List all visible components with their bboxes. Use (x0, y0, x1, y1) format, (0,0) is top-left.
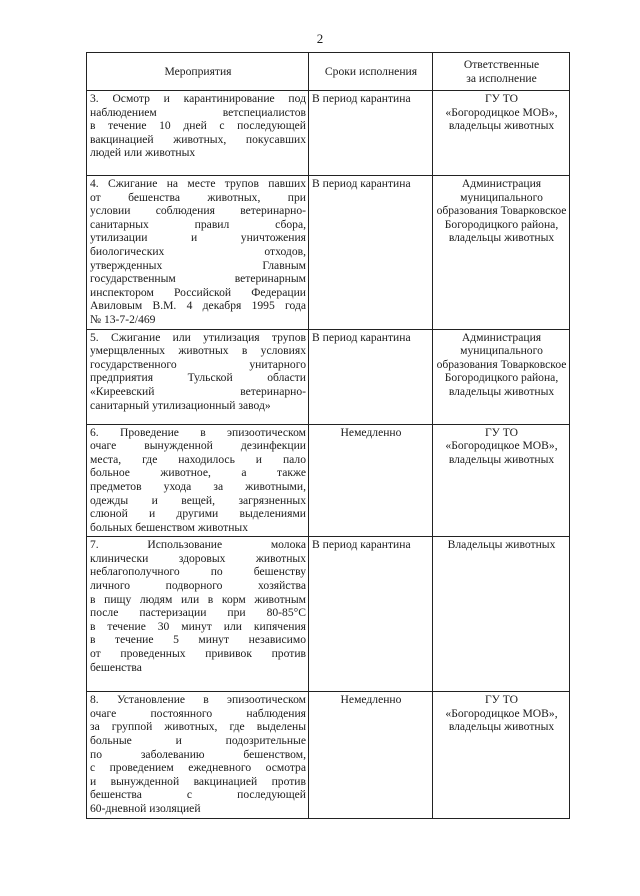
responsible-line: Администрация (461, 330, 542, 344)
measure-line: в течение 10 дней с последующей (90, 119, 306, 133)
measure-line: умерщвленных животных в условиях (90, 344, 306, 358)
measure-line: наблюдением ветспециалистов (90, 105, 306, 119)
header-responsible-line: Ответственные (463, 58, 540, 72)
measure-line: предметов ухода за животными, (90, 479, 306, 493)
measure-line: личного подворного хозяйства (90, 579, 306, 593)
header-responsible-line: за исполнение (466, 72, 537, 85)
measure-line: в течение 30 минут или кипячения (90, 619, 306, 633)
measure-line: 5. Сжигание или утилизация трупов (90, 330, 306, 344)
responsible-cell (433, 424, 570, 537)
deadline-cell: В период карантина (309, 176, 433, 330)
measure-line: предприятия Тульской области (90, 371, 306, 385)
measure-line: очаге постоянного наблюдения (90, 706, 306, 720)
measure-line: от проведенных прививок против (90, 647, 306, 661)
responsible-line: владельцы животных (448, 384, 555, 398)
measure-line: по заболеванию бешенством, (90, 747, 306, 761)
measure-line: больных бешенством животных (90, 520, 249, 534)
page-number: 2 (316, 31, 324, 46)
measure-line: одежды и вещей, загрязненных (90, 493, 306, 507)
measure-line: в течение 5 минут независимо (90, 633, 306, 647)
measure-line: 4. Сжигание на месте трупов павших (90, 177, 306, 190)
responsible-line: ГУ ТО (484, 425, 519, 439)
responsible-line: Богородицкого района, (444, 217, 559, 231)
header-measures: Мероприятия (87, 53, 309, 91)
measure-line: слюной и другими выделениями (90, 507, 306, 521)
measures-table (86, 52, 570, 819)
responsible-line: «Богородицкое МОВ», (445, 439, 558, 453)
table-row (87, 329, 570, 424)
responsible-line: «Богородицкое МОВ», (445, 706, 558, 720)
measure-line: утилизации и уничтожения (90, 231, 306, 245)
measure-line: условии соблюдения ветеринарно- (90, 204, 306, 218)
responsible-cell (433, 692, 570, 818)
responsible-line: ГУ ТО (484, 92, 519, 105)
measure-line: от бешенства животных, при (90, 190, 306, 204)
measure-line: государственного унитарного (90, 357, 306, 371)
measure-line: за группой животных, где выделены (90, 720, 306, 734)
responsible-cell (433, 91, 570, 176)
deadline-cell: Немедленно (309, 424, 433, 537)
measure-line: больное животное, а также (90, 466, 306, 480)
measure-line: 60-дневной изоляцией (90, 802, 201, 816)
measure-line: после пастеризации при 80-85°С (90, 606, 306, 620)
responsible-line: ГУ ТО (484, 693, 519, 707)
measure-line: 3. Осмотр и карантинирование под (90, 92, 306, 105)
measure-line: клинически здоровых животных (90, 551, 306, 565)
responsible-line: муниципального (460, 190, 543, 204)
measure-line: с проведением ежедневного осмотра (90, 761, 306, 775)
header-deadline: Сроки исполнения (309, 53, 433, 91)
measure-line: утвержденных Главным (90, 258, 306, 272)
responsible-line: владельцы животных (448, 720, 555, 734)
table-row (87, 91, 570, 176)
measure-line: 7. Использование молока (90, 538, 306, 552)
measure-line: 6. Проведение в эпизоотическом (90, 425, 306, 439)
measure-line: № 13-7-2/469 (90, 312, 156, 326)
responsible-line: владельцы животных (448, 452, 555, 466)
responsible-cell (433, 537, 570, 692)
measure-line: вакцинацией животных, покусавших (90, 132, 306, 146)
responsible-line: владельцы животных (448, 119, 555, 133)
table-row (87, 692, 570, 818)
measure-line: Авиловым В.М. 4 декабря 1995 года (90, 299, 306, 313)
measure-line: инспектором Российской Федерации (90, 285, 306, 299)
measure-line: «Киреевский ветеринарно- (90, 384, 306, 398)
measure-line: бешенства (90, 660, 142, 674)
deadline-cell: В период карантина (309, 537, 433, 692)
responsible-line: образования Товарковское (436, 204, 567, 218)
deadline-cell: В период карантина (309, 91, 433, 176)
measure-line: бешенства с последующей (90, 788, 306, 802)
table-header-row (87, 53, 570, 91)
responsible-line: муниципального (460, 344, 543, 358)
measure-line: людей или животных (90, 146, 196, 160)
measure-cell (87, 424, 309, 537)
measure-line: биологических отходов, (90, 244, 306, 258)
measure-cell (87, 176, 309, 330)
responsible-cell (433, 176, 570, 330)
table-row (87, 424, 570, 537)
measure-cell (87, 692, 309, 818)
header-responsible (433, 53, 570, 91)
measure-line: очаге вынужденной дезинфекции (90, 439, 306, 453)
table-row (87, 537, 570, 692)
responsible-line: владельцы животных (448, 231, 555, 245)
measure-cell (87, 537, 309, 692)
responsible-line: Администрация (461, 177, 542, 190)
measure-line: неблагополучного по бешенству (90, 565, 306, 579)
responsible-line: «Богородицкое МОВ», (445, 105, 558, 119)
measure-line: санитарных правил сбора, (90, 217, 306, 231)
measure-line: государственным ветеринарным (90, 272, 306, 286)
deadline-cell: В период карантина (309, 329, 433, 424)
measure-cell (87, 329, 309, 424)
responsible-line: Богородицкого района, (444, 371, 559, 385)
table-row (87, 176, 570, 330)
measure-line: больные и подозрительные (90, 734, 306, 748)
responsible-line: образования Товарковское (436, 357, 567, 371)
responsible-line: Владельцы животных (447, 538, 556, 552)
measure-line: санитарный утилизационный завод» (90, 398, 271, 412)
measure-line: и вынужденной вакцинацией против (90, 774, 306, 788)
measure-line: 8. Установление в эпизоотическом (90, 693, 306, 707)
measure-line: в пищу людям или в корм животным (90, 592, 306, 606)
responsible-cell (433, 329, 570, 424)
measure-line: места, где находилось и пало (90, 452, 306, 466)
deadline-cell: Немедленно (309, 692, 433, 818)
measure-cell (87, 91, 309, 176)
